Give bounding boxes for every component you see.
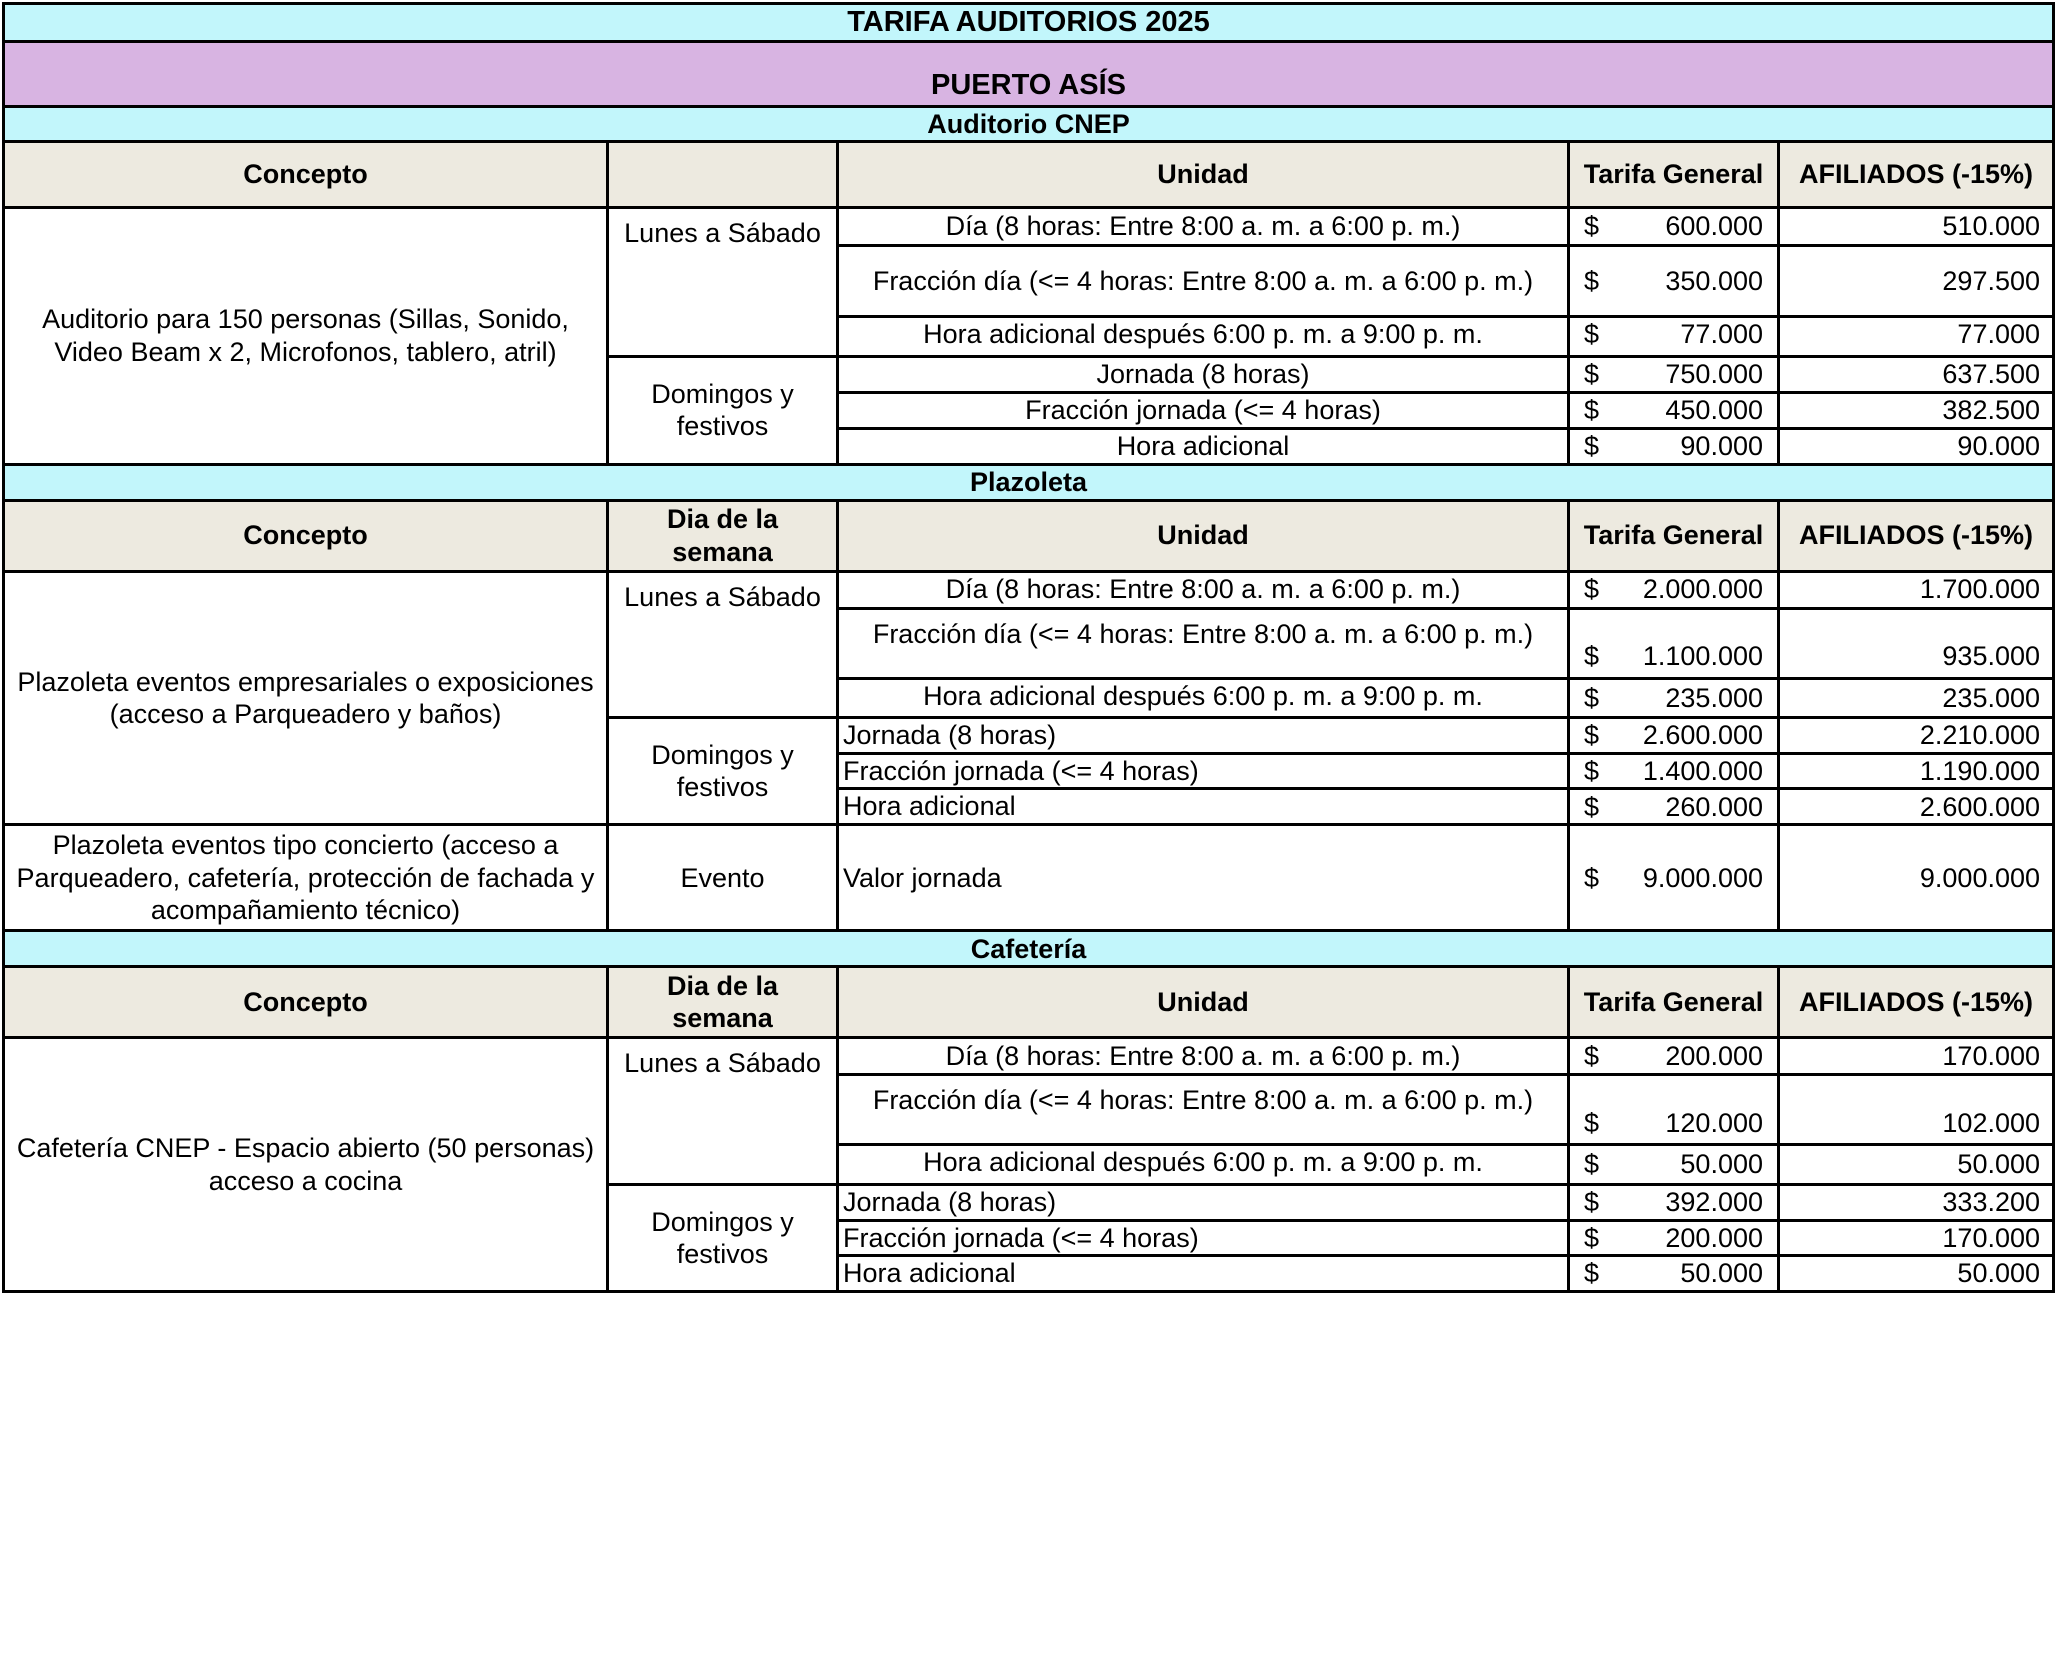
- unidad-cell: Fracción jornada (<= 4 horas): [838, 1220, 1569, 1255]
- tarifa-value: 392.000: [1665, 1187, 1763, 1218]
- unidad-cell: Jornada (8 horas): [838, 717, 1569, 753]
- afiliados-cell: 170.000: [1779, 1220, 2054, 1255]
- tarifa-cell: [1569, 1220, 1779, 1255]
- tarifa-value: 120.000: [1665, 1107, 1763, 1138]
- header-concepto: Concepto: [4, 500, 608, 571]
- tarifa-cell: [1569, 717, 1779, 753]
- afiliados-cell: 382.500: [1779, 392, 2054, 428]
- afiliados-cell: 2.600.000: [1779, 789, 2054, 825]
- tarifa-value: 600.000: [1665, 211, 1763, 242]
- unidad-cell: Fracción día (<= 4 horas: Entre 8:00 a. m. a 6:00 p. m.): [838, 1075, 1569, 1145]
- afiliados-cell: 1.700.000: [1779, 571, 2054, 608]
- currency-symbol: $: [1584, 791, 1600, 822]
- header-row: [4, 142, 2054, 208]
- tarifa-cell: [1569, 1038, 1779, 1075]
- currency-symbol: $: [1584, 211, 1600, 242]
- tarifa-value: 750.000: [1665, 358, 1763, 389]
- table-row: [4, 208, 2054, 246]
- tarifa-cell: [1569, 678, 1779, 717]
- currency-symbol: $: [1584, 574, 1600, 605]
- currency-symbol: $: [1584, 682, 1600, 713]
- header-unidad: Unidad: [838, 142, 1569, 208]
- unidad-cell: Hora adicional: [838, 1256, 1569, 1292]
- header-row: [4, 967, 2054, 1038]
- afiliados-cell: 50.000: [1779, 1256, 2054, 1292]
- header-concepto: Concepto: [4, 967, 608, 1038]
- tarifa-cell: [1569, 356, 1779, 392]
- header-unidad: Unidad: [838, 500, 1569, 571]
- afiliados-cell: 510.000: [1779, 208, 2054, 246]
- day-group-cell: Lunes a Sábado: [608, 1038, 838, 1184]
- day-group-cell: Lunes a Sábado: [608, 208, 838, 356]
- tarifa-value: 2.600.000: [1642, 720, 1763, 751]
- afiliados-cell: 297.500: [1779, 246, 2054, 317]
- section-title-row: [4, 464, 2054, 500]
- section-title-cafeteria: Cafetería: [4, 931, 2054, 967]
- concepto-cell: Plazoleta eventos tipo concierto (acceso a Parqueadero, cafetería, protección de fachada y acompañamiento técnico): [4, 825, 608, 931]
- tarifa-value: 50.000: [1680, 1149, 1763, 1180]
- currency-symbol: $: [1584, 755, 1600, 786]
- afiliados-cell: 637.500: [1779, 356, 2054, 392]
- unidad-cell: Fracción jornada (<= 4 horas): [838, 392, 1569, 428]
- afiliados-cell: 9.000.000: [1779, 825, 2054, 931]
- unidad-cell: Jornada (8 horas): [838, 356, 1569, 392]
- unidad-cell: Jornada (8 horas): [838, 1184, 1569, 1220]
- afiliados-cell: 935.000: [1779, 608, 2054, 678]
- tarifa-value: 1.400.000: [1642, 755, 1763, 786]
- afiliados-cell: 170.000: [1779, 1038, 2054, 1075]
- unidad-cell: Valor jornada: [838, 825, 1569, 931]
- unidad-cell: Hora adicional después 6:00 p. m. a 9:00 p. m.: [838, 1145, 1569, 1184]
- day-group-cell: Lunes a Sábado: [608, 571, 838, 717]
- tarifa-value: 350.000: [1665, 265, 1763, 296]
- unidad-cell: Hora adicional después 6:00 p. m. a 9:00 p. m.: [838, 317, 1569, 356]
- day-group-cell: Domingos y festivos: [608, 717, 838, 824]
- tarifa-value: 200.000: [1665, 1041, 1763, 1072]
- header-dia: Dia de la semana: [608, 967, 838, 1038]
- tarifa-value: 260.000: [1665, 791, 1763, 822]
- day-group-cell: Domingos y festivos: [608, 1184, 838, 1291]
- currency-symbol: $: [1584, 1149, 1600, 1180]
- title-row: [4, 4, 2054, 42]
- city-title: PUERTO ASÍS: [4, 41, 2054, 106]
- currency-symbol: $: [1584, 358, 1600, 389]
- tarifa-cell: [1569, 608, 1779, 678]
- table-row: [4, 571, 2054, 608]
- concepto-cell: Auditorio para 150 personas (Sillas, Sonido, Video Beam x 2, Microfonos, tablero, atril): [4, 208, 608, 464]
- afiliados-cell: 2.210.000: [1779, 717, 2054, 753]
- header-tarifa: Tarifa General: [1569, 142, 1779, 208]
- currency-symbol: $: [1584, 319, 1600, 350]
- currency-symbol: $: [1584, 265, 1600, 296]
- header-dia: [608, 142, 838, 208]
- header-dia: Dia de la semana: [608, 500, 838, 571]
- currency-symbol: $: [1584, 720, 1600, 751]
- table-row: [4, 825, 2054, 931]
- unidad-cell: Día (8 horas: Entre 8:00 a. m. a 6:00 p. m.): [838, 1038, 1569, 1075]
- tarifa-cell: [1569, 317, 1779, 356]
- tarifa-value: 90.000: [1680, 430, 1763, 461]
- unidad-cell: Hora adicional después 6:00 p. m. a 9:00 p. m.: [838, 678, 1569, 717]
- currency-symbol: $: [1584, 1222, 1600, 1253]
- tarifa-cell: [1569, 1184, 1779, 1220]
- unidad-cell: Hora adicional: [838, 789, 1569, 825]
- header-tarifa: Tarifa General: [1569, 500, 1779, 571]
- header-unidad: Unidad: [838, 967, 1569, 1038]
- currency-symbol: $: [1584, 430, 1600, 461]
- unidad-cell: Fracción día (<= 4 horas: Entre 8:00 a. m. a 6:00 p. m.): [838, 246, 1569, 317]
- table-row: [4, 1038, 2054, 1075]
- tarifa-cell: [1569, 571, 1779, 608]
- header-afiliados: AFILIADOS (-15%): [1779, 967, 2054, 1038]
- afiliados-cell: 50.000: [1779, 1145, 2054, 1184]
- header-afiliados: AFILIADOS (-15%): [1779, 500, 2054, 571]
- unidad-cell: Día (8 horas: Entre 8:00 a. m. a 6:00 p. m.): [838, 571, 1569, 608]
- tarifa-value: 200.000: [1665, 1222, 1763, 1253]
- afiliados-cell: 90.000: [1779, 428, 2054, 464]
- section-title-plazoleta: Plazoleta: [4, 464, 2054, 500]
- header-concepto: Concepto: [4, 142, 608, 208]
- afiliados-cell: 102.000: [1779, 1075, 2054, 1145]
- tarifa-value: 450.000: [1665, 394, 1763, 425]
- tarifa-value: 1.100.000: [1642, 641, 1763, 672]
- day-group-cell: Domingos y festivos: [608, 356, 838, 464]
- afiliados-cell: 1.190.000: [1779, 753, 2054, 788]
- tarifa-cell: [1569, 825, 1779, 931]
- tarifa-cell: [1569, 246, 1779, 317]
- city-row: [4, 41, 2054, 106]
- section-title-row: [4, 106, 2054, 141]
- unidad-cell: Día (8 horas: Entre 8:00 a. m. a 6:00 p. m.): [838, 208, 1569, 246]
- section-title-row: [4, 931, 2054, 967]
- currency-symbol: $: [1584, 862, 1600, 893]
- header-tarifa: Tarifa General: [1569, 967, 1779, 1038]
- section-title-auditorio: Auditorio CNEP: [4, 106, 2054, 141]
- tarifa-cell: [1569, 1145, 1779, 1184]
- currency-symbol: $: [1584, 641, 1600, 672]
- afiliados-cell: 235.000: [1779, 678, 2054, 717]
- currency-symbol: $: [1584, 394, 1600, 425]
- tarifa-cell: [1569, 1256, 1779, 1292]
- tarifa-value: 77.000: [1680, 319, 1763, 350]
- tarifa-cell: [1569, 392, 1779, 428]
- tarifa-cell: [1569, 208, 1779, 246]
- tariff-table: [2, 2, 2055, 1293]
- currency-symbol: $: [1584, 1041, 1600, 1072]
- unidad-cell: Fracción jornada (<= 4 horas): [838, 753, 1569, 788]
- unidad-cell: Hora adicional: [838, 428, 1569, 464]
- concepto-cell: Plazoleta eventos empresariales o exposiciones (acceso a Parqueadero y baños): [4, 571, 608, 825]
- currency-symbol: $: [1584, 1187, 1600, 1218]
- tarifa-cell: [1569, 789, 1779, 825]
- concepto-cell: Cafetería CNEP - Espacio abierto (50 personas) acceso a cocina: [4, 1038, 608, 1292]
- header-afiliados: AFILIADOS (-15%): [1779, 142, 2054, 208]
- tarifa-value: 50.000: [1680, 1258, 1763, 1289]
- tarifa-value: 9.000.000: [1642, 862, 1763, 893]
- sheet-title: TARIFA AUDITORIOS 2025: [4, 4, 2054, 42]
- tariff-sheet: [2, 2, 2052, 1668]
- tarifa-value: 2.000.000: [1642, 574, 1763, 605]
- day-group-cell: Evento: [608, 825, 838, 931]
- afiliados-cell: 333.200: [1779, 1184, 2054, 1220]
- tarifa-cell: [1569, 753, 1779, 788]
- unidad-cell: Fracción día (<= 4 horas: Entre 8:00 a. m. a 6:00 p. m.): [838, 608, 1569, 678]
- tarifa-cell: [1569, 428, 1779, 464]
- tarifa-cell: [1569, 1075, 1779, 1145]
- currency-symbol: $: [1584, 1107, 1600, 1138]
- header-row: [4, 500, 2054, 571]
- currency-symbol: $: [1584, 1258, 1600, 1289]
- tarifa-value: 235.000: [1665, 682, 1763, 713]
- afiliados-cell: 77.000: [1779, 317, 2054, 356]
